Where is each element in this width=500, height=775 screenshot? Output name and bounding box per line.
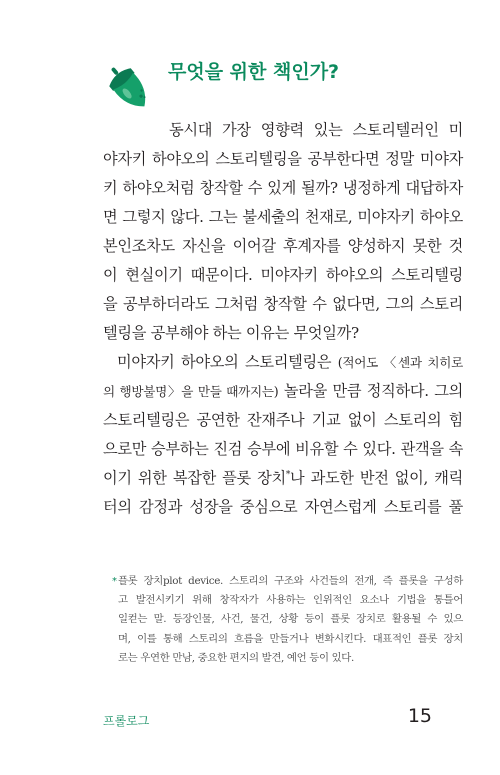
body-line: 면 그렇지 않다. 그는 불세출의 천재로, 미야자키 하야오: [103, 208, 463, 226]
running-footer-chapter: 프롤로그: [103, 714, 150, 728]
body-text-run: 미야자키 하야오의 스토리텔링은: [117, 353, 338, 371]
body-line: 스토리텔링은 공연한 잔재주나 기교 없이 스토리의 힘: [103, 411, 463, 429]
body-text-run: 나 과도한 반전 없이, 캐릭: [290, 469, 463, 487]
body-line: 텔링을 공부해야 하는 이유는 무엇일까?: [103, 324, 359, 342]
body-line: 으로만 승부하는 진검 승부에 비유할 수 있다. 관객을 속: [103, 440, 463, 458]
body-line: 동시대 가장 영향력 있는 스토리텔러인 미: [169, 121, 463, 139]
body-line: 야자키 하야오의 스토리텔링을 공부한다면 정말 미야자: [103, 150, 463, 168]
body-line: [103, 348, 463, 377]
footnote-line: 플롯 장치plot device. 스토리의 구조와 사건들의 전개, 즉 플롯을 구성하: [118, 575, 463, 587]
section-title: 무엇을 위한 책인가?: [168, 61, 340, 83]
parenthetical-text: (적어도 〈센과 치히로: [337, 355, 463, 370]
body-line: 이 현실이기 때문이다. 미야자키 하야오의 스토리텔링: [103, 266, 463, 284]
body-text: [103, 116, 463, 522]
footnote-line: 며, 이를 통해 스토리의 흐름을 만들거나 변화시킨다. 대표적인 플롯 장치: [118, 632, 463, 645]
body-line: [103, 377, 463, 406]
body-line: 키 하야오처럼 창작할 수 있게 될까? 냉정하게 대답하자: [103, 179, 463, 197]
acorn-icon: [101, 60, 157, 116]
footnote-line: 일컫는 말. 등장인물, 사건, 물건, 상황 등이 플롯 장치로 활용될 수 있으: [118, 613, 463, 626]
body-text-run: 놀라울 만큼 정직하다. 그의: [278, 382, 463, 400]
body-line: 본인조차도 자신을 이어갈 후계자를 양성하지 못한 것: [103, 237, 463, 255]
footnote-reference[interactable]: *: [285, 469, 291, 480]
footnote-line: 로는 우연한 만남, 중요한 편지의 발견, 예언 등이 있다.: [118, 651, 354, 664]
body-line: 을 공부하더라도 그처럼 창작할 수 없다면, 그의 스토리: [103, 295, 463, 313]
parenthetical-text: 의 행방불명〉을 만들 때까지는): [103, 384, 279, 399]
body-line: 터의 감정과 성장을 중심으로 자연스럽게 스토리를 풀: [103, 498, 463, 516]
body-text-run: 이기 위한 복잡한 플롯 장치: [103, 469, 286, 487]
footnote: [112, 572, 463, 668]
body-line: [103, 464, 463, 493]
footnote-line: 고 발전시키기 위해 창작자가 사용하는 인위적인 요소나 기법을 통틀어: [118, 594, 463, 607]
page-number: 15: [407, 705, 432, 727]
footnote-marker: *: [112, 576, 117, 587]
